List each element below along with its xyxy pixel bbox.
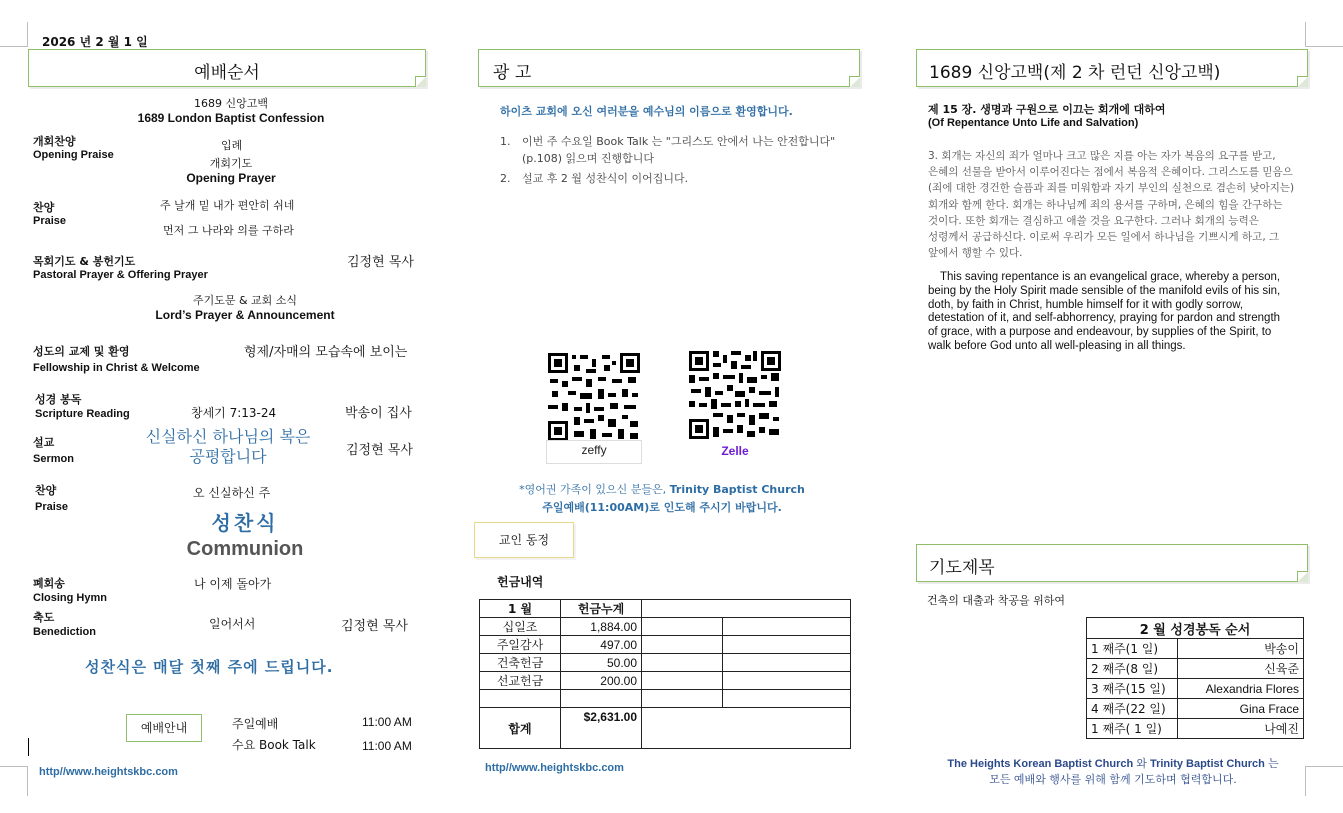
reading-week: 1 째주( 1 일) [1087, 719, 1178, 739]
sermon-en: Sermon [33, 453, 74, 465]
paragraph-line: walk before God unto all well-pleasing in all things. [928, 339, 1186, 352]
footer-line2: 모든 예배와 행사를 위해 함께 기도하며 협력합니다. [989, 773, 1237, 786]
offering-amount: 50.00 [561, 654, 642, 672]
table-row [1087, 679, 1304, 699]
crop-mark [1305, 766, 1343, 767]
closing-song: 나 이제 돌아가 [194, 577, 272, 591]
zeffy-qr-code[interactable] [546, 351, 642, 443]
fellowship-ko: 성도의 교제 및 환영 [33, 345, 130, 358]
footer-connector: 와 [1136, 757, 1147, 770]
qr-pattern-icon [546, 351, 642, 443]
offering-name: 선교헌금 [480, 672, 561, 690]
table-cell [480, 690, 561, 708]
scripture-person: 박송이 집사 [345, 406, 412, 421]
table-row [1087, 659, 1304, 679]
table-row [480, 600, 851, 618]
scripture-passage: 창세기 7:13-24 [191, 406, 277, 420]
footer-connector: 는 [1267, 757, 1279, 770]
lords-prayer [110, 292, 380, 322]
lords-en: Lord’s Prayer & Announcement [155, 308, 335, 322]
announcement-line: 이번 주 수요일 Book Talk 는 "그리스도 안에서 나는 안전합니다" [522, 135, 836, 148]
paragraph-line: being by the Holy Spirit made sensible of the manifold evils of his sin, [928, 284, 1281, 297]
english-note-line2: 주일예배(11:00AM)로 인도해 주시기 바랍니다. [542, 501, 782, 514]
schedule-wednesday-time: 11:00 AM [362, 739, 412, 753]
praise1-en: Praise [33, 215, 67, 227]
praise2-label [35, 482, 68, 513]
closing-en: Closing Hymn [33, 592, 107, 604]
opening-prayer-ko: 개회기도 [209, 157, 253, 170]
english-note-text: *영어권 가족이 있으신 분들은, [519, 483, 667, 496]
entrance-label: 입례 [221, 139, 243, 152]
table-cell [723, 672, 851, 690]
crop-mark [1305, 766, 1306, 796]
reading-week: 1 째주(1 일) [1087, 639, 1178, 659]
offering-amount: 1,884.00 [561, 618, 642, 636]
offering-amount: 497.00 [561, 636, 642, 654]
section-title: 광 고 [493, 63, 532, 83]
english-ministry-note [472, 481, 852, 517]
confession-paragraph-en [928, 271, 1280, 354]
zeffy-label: zeffy [581, 443, 607, 457]
table-cell [642, 672, 723, 690]
opening-praise-label [33, 133, 114, 161]
paragraph-line: doth, by faith in Christ, humble himself for it with godly sorrow, [928, 298, 1244, 311]
praise1-song1: 주 날개 밑 내가 편안히 쉬네 [160, 199, 295, 212]
reading-week: 3 째주(15 일) [1087, 679, 1178, 699]
benediction-person: 김정현 목사 [341, 619, 408, 634]
table-cell [642, 708, 851, 749]
sermon-label [33, 434, 74, 465]
scripture-en: Scripture Reading [35, 408, 130, 420]
praise2-song: 오 신실하신 주 [193, 486, 271, 500]
opening-prayer-en: Opening Prayer [186, 171, 276, 185]
reading-name: 나예진 [1178, 719, 1304, 739]
closing-ko: 폐회송 [33, 577, 65, 590]
table-cell [642, 654, 723, 672]
praise2-ko: 찬양 [35, 484, 57, 497]
table-cell [642, 618, 723, 636]
reading-schedule-table [1086, 617, 1304, 739]
schedule-wednesday-name: 수요 Book Talk [232, 738, 316, 752]
text-cursor [28, 738, 29, 756]
zelle-label: Zelle [721, 444, 749, 458]
trinity-church-name: Trinity Baptist Church [1149, 758, 1265, 770]
reading-name: Gina Frace [1178, 699, 1304, 719]
schedule-sunday-time: 11:00 AM [362, 715, 412, 729]
confession-paragraph-ko [928, 148, 1294, 261]
table-cell [723, 654, 851, 672]
opening-praise-ko: 개회찬양 [33, 135, 76, 148]
praise1-ko: 찬양 [33, 201, 55, 214]
pastoral-ko: 목회기도 & 봉헌기도 [33, 255, 136, 268]
trinity-church-name: Trinity Baptist Church [669, 483, 805, 496]
church-website-link[interactable]: http//www.heightskbc.com [39, 766, 178, 778]
reading-name: 신육준 [1178, 659, 1304, 679]
praise1-song2: 먼저 그 나라와 의를 구하라 [163, 224, 294, 237]
paragraph-line: 앞에서 행할 수 있다. [928, 247, 1023, 260]
crop-mark [1305, 46, 1343, 47]
pastoral-en: Pastoral Prayer & Offering Prayer [33, 269, 208, 281]
paragraph-line: of grace, with a purpose and endeavour, by supplies of the Spirit, to [928, 326, 1272, 339]
table-cell [642, 636, 723, 654]
table-row [480, 708, 851, 749]
communion-block [150, 507, 340, 561]
table-row [480, 618, 851, 636]
offering-header-month: 1 월 [480, 600, 561, 618]
partnership-footer [930, 756, 1296, 787]
paragraph-line: 3. 회개는 자신의 죄가 얼마나 크고 많은 지를 아는 자가 복음의 요구를 받고, [928, 150, 1276, 162]
paragraph-line: detestation of it, and self-abhorrency, praying for pardon and strength [928, 312, 1281, 325]
church-website-link[interactable]: http//www.heightskbc.com [485, 762, 624, 774]
announcement-line: (p.108) 읽으며 진행합니다 [522, 152, 655, 165]
announcement-num: 1. [500, 135, 511, 148]
confession-block [100, 95, 362, 125]
paragraph-line: 성령께서 공급하신다. 이로써 우리가 모든 일에서 하나님을 기쁘시게 하고, 그 [928, 231, 1280, 244]
offering-name: 건축헌금 [480, 654, 561, 672]
sermon-title-line2: 공평합니다 [189, 447, 267, 466]
sermon-title-line1: 신실하신 하나님의 복은 [145, 427, 311, 446]
schedule-sunday-name: 주일예배 [232, 717, 279, 731]
bulletin-date: 2026 년 2 월 1 일 [42, 35, 148, 49]
zelle-qr-code[interactable] [687, 349, 783, 441]
table-row [480, 636, 851, 654]
paragraph-line: (죄에 대한 경건한 슬픔과 죄를 미워함과 자기 부인의 실천으로 겸손히 낮아지는) [928, 182, 1295, 195]
closing-label [33, 575, 107, 604]
offering-name: 십일조 [480, 618, 561, 636]
announcement-2 [500, 170, 688, 186]
confession-en: 1689 London Baptist Confession [137, 111, 325, 125]
confession-ko: 1689 신앙고백 [194, 97, 268, 110]
scripture-ko: 성경 봉독 [35, 393, 82, 406]
sermon-title [128, 427, 328, 467]
crop-mark [27, 22, 28, 46]
qr-pattern-icon [687, 349, 783, 441]
section-title: 1689 신앙고백(제 2 차 런던 신앙고백) [929, 63, 1221, 83]
reading-schedule-title: 2 월 성경봉독 순서 [1087, 618, 1304, 639]
prayer-item: 건축의 대출과 착공을 위하여 [927, 594, 1066, 607]
communion-note: 성찬식은 매달 첫째 주에 드립니다. [85, 658, 334, 676]
crop-mark [27, 766, 28, 796]
crop-mark [1305, 22, 1306, 46]
section-title: 기도제목 [929, 558, 995, 578]
member-news-label: 교인 동정 [474, 522, 574, 558]
benediction-text: 일어서서 [209, 617, 256, 631]
praise2-en: Praise [35, 501, 69, 513]
paragraph-line: 것이다. 또한 회개는 결심하고 애쓸 것을 요구한다. 그러나 회개의 능력은 [928, 214, 1259, 227]
fellowship-en: Fellowship in Christ & Welcome [33, 362, 200, 374]
praise1-label [33, 199, 66, 227]
table-cell [723, 690, 851, 708]
chapter-title-en: (Of Repentance Unto Life and Salvation) [928, 117, 1139, 129]
reading-name: Alexandria Flores [1178, 679, 1304, 699]
crop-mark [0, 46, 28, 47]
chapter-title-ko: 제 15 장. 생명과 구원으로 이끄는 회개에 대하여 [928, 103, 1166, 116]
benediction-label [33, 609, 96, 638]
table-row [1087, 618, 1304, 639]
sermon-ko: 설교 [33, 436, 55, 449]
reading-week: 4 째주(22 일) [1087, 699, 1178, 719]
zeffy-card-border [546, 440, 642, 464]
announcement-num: 2. [500, 172, 511, 185]
fellowship-text: 형제/자매의 모습속에 보이는 [244, 345, 408, 360]
welcome-text: 하이츠 교회에 오신 여러분을 예수님의 이름으로 환영합니다. [500, 105, 793, 118]
schedule-label: 예배안내 [126, 714, 202, 742]
fellowship-label [33, 343, 200, 374]
opening-prayer [160, 155, 302, 185]
announcement-line: 설교 후 2 월 성찬식이 이어집니다. [522, 172, 689, 185]
confession-header [916, 49, 1308, 87]
table-row [1087, 699, 1304, 719]
crop-mark [0, 766, 28, 767]
sermon-person: 김정현 목사 [346, 443, 413, 458]
announcements-header [478, 49, 860, 87]
paragraph-line: This saving repentance is an evangelical grace, whereby a person, [940, 271, 1281, 283]
offering-total-amount: $2,631.00 [561, 708, 642, 749]
offering-title: 헌금내역 [497, 575, 544, 589]
heights-church-name: The Heights Korean Baptist Church [947, 758, 1134, 770]
pastoral-person: 김정현 목사 [347, 255, 414, 270]
prayer-topics-header [916, 544, 1308, 582]
section-title: 예배순서 [194, 63, 260, 83]
table-cell [723, 636, 851, 654]
offering-header-total: 헌금누계 [561, 600, 642, 618]
offering-table [479, 599, 851, 749]
table-row [1087, 719, 1304, 739]
table-cell [561, 690, 642, 708]
scripture-label [35, 391, 130, 420]
table-row [480, 672, 851, 690]
benediction-en: Benediction [33, 626, 96, 638]
communion-en: Communion [186, 538, 304, 560]
table-cell [642, 690, 723, 708]
paragraph-line: 은혜의 선물을 받아서 이루어진다는 점에서 복음적 은혜이다. 그리스도를 믿음으 [928, 166, 1293, 179]
benediction-ko: 축도 [33, 611, 55, 624]
offering-total-label: 합계 [480, 708, 561, 749]
table-row [480, 690, 851, 708]
order-of-service-header [28, 49, 426, 87]
table-cell [642, 600, 851, 618]
reading-week: 2 째주(8 일) [1087, 659, 1178, 679]
table-row [1087, 639, 1304, 659]
announcement-1 [500, 133, 835, 167]
paragraph-line: 회개와 함께 한다. 회개는 하나님께 죄의 용서를 구하며, 은혜의 힘을 간구하는 [928, 198, 1283, 211]
lords-ko: 주기도문 & 교회 소식 [192, 294, 298, 307]
offering-name: 주일감사 [480, 636, 561, 654]
offering-amount: 200.00 [561, 672, 642, 690]
communion-ko: 성찬식 [211, 511, 279, 535]
reading-name: 박송이 [1178, 639, 1304, 659]
table-cell [723, 618, 851, 636]
opening-praise-en: Opening Praise [33, 149, 114, 161]
table-row [480, 654, 851, 672]
pastoral-label [33, 253, 208, 281]
